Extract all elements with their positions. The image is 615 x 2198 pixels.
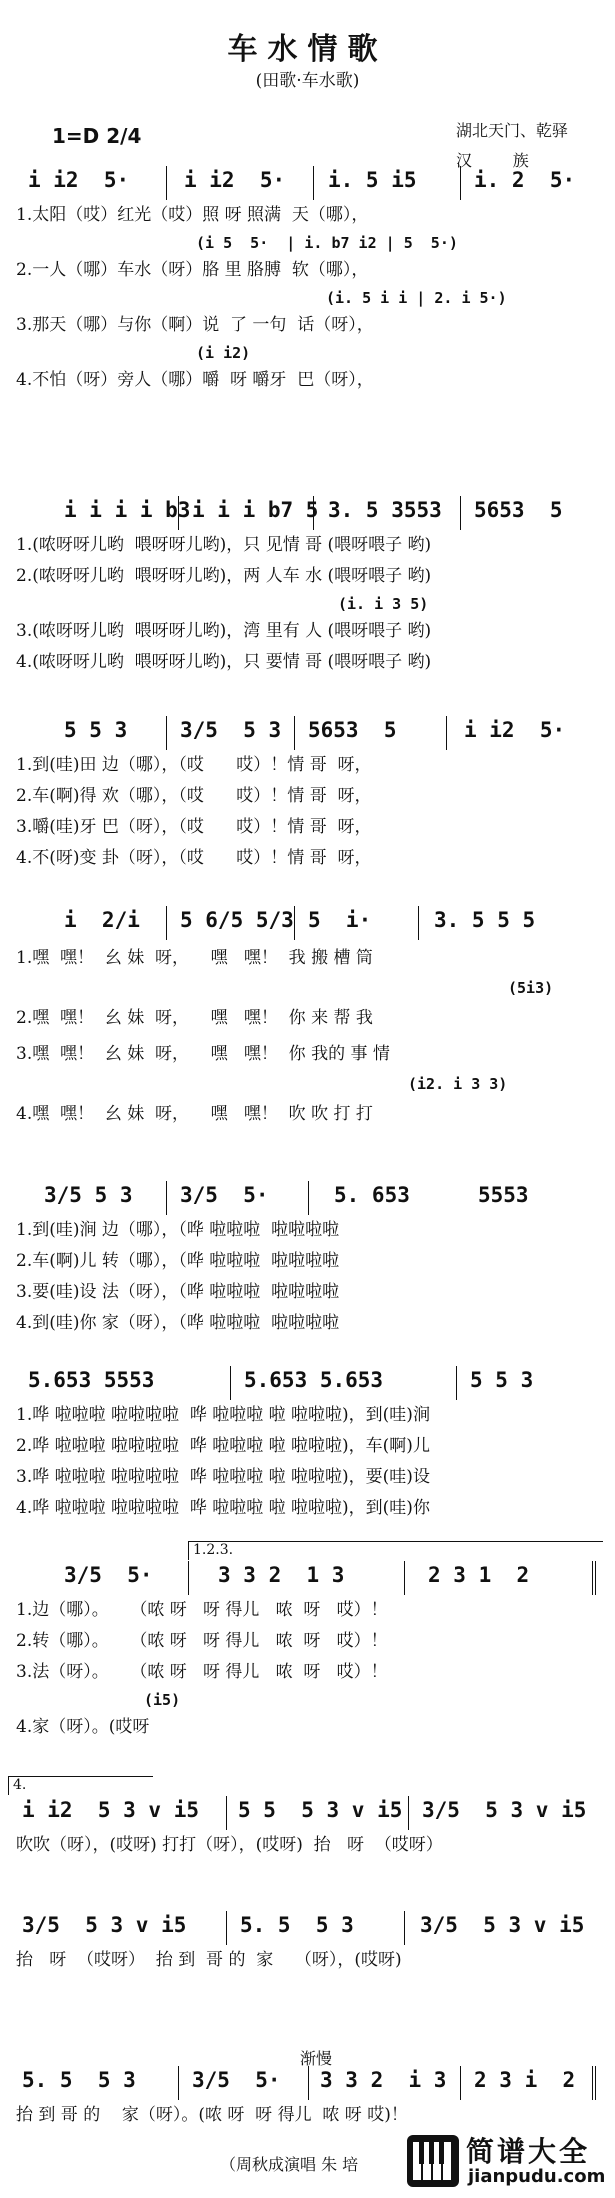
measure-2: 5 5 5 3 v i5 [238, 1798, 403, 1822]
bar-line [294, 716, 295, 750]
measure-1: i 2/i [64, 908, 140, 932]
measure-2: i i i b7 5 [192, 498, 319, 522]
bar-line [166, 166, 167, 200]
bar-line [460, 496, 461, 530]
score-system-8 [8, 1777, 606, 1861]
lyric-verse-1: 1.到(哇)田 边（哪），（哎 哎）！情 哥 呀， [16, 755, 372, 775]
measure-1: 3/5 5 3 v i5 [22, 1913, 187, 1937]
lyric-verse-3: 3.嘿 嘿！ 幺 妹 呀， 嘿 嘿！ 你 我的 事 情 [16, 1044, 390, 1064]
lyric-verse-1: 1.太阳（哎）红光（哎）照 呀 照满 天（哪）， [16, 205, 369, 225]
measure-2: 3/5 5 3 [180, 718, 282, 742]
notation-row [8, 1360, 606, 1400]
lyrics-block [8, 200, 606, 396]
measure-2: 3/5 5· [192, 2068, 281, 2092]
lyric-verse-1: 1.嘿 嘿！ 幺 妹 呀， 嘿 嘿！ 我 搬 槽 筒 [16, 948, 373, 968]
alt-notation: (i2. i 3 3) [408, 1075, 508, 1093]
region-line-1: 湖北天门、乾驿 [456, 121, 569, 140]
volta-bracket: 1.2.3. [188, 1541, 603, 1560]
notation-row [8, 160, 606, 200]
bar-line [404, 1911, 405, 1945]
notation-row [8, 2060, 606, 2100]
volta-bracket: 4. [8, 1776, 153, 1795]
measure-1: i i i i b3 [64, 498, 191, 522]
measure-2: i i2 5· [184, 168, 286, 192]
lyric-line-1: 抬 呀 （哎呀） 抬 到 哥 的 家 （呀），(哎呀) [16, 1950, 402, 1970]
measure-3: 5653 5 [308, 718, 397, 742]
repeat-bar [592, 1561, 596, 1595]
bar-line [308, 2066, 309, 2100]
lyrics-block [8, 1400, 606, 1524]
measure-4: 5653 5 [474, 498, 563, 522]
notation-row [8, 1555, 606, 1595]
measure-3: 2 3 1 2 [428, 1563, 530, 1587]
lyrics-block [8, 2100, 606, 2131]
lyrics-block [8, 1830, 606, 1861]
piano-keys-icon [406, 2134, 460, 2188]
alt-notation: (i5) [144, 1691, 181, 1709]
lyric-verse-2: 2.转（哪）。 （哝 呀 呀 得儿 哝 呀 哎）！ [16, 1631, 388, 1651]
measure-4: 3. 5 5 5 [434, 908, 536, 932]
alt-notation: (i. i 3 5) [338, 595, 429, 613]
bar-line [226, 1796, 227, 1830]
alt-notation: (i i2) [196, 344, 251, 362]
lyric-verse-2: 2.哗 啦啦啦 啦啦啦啦 哗 啦啦啦 啦 啦啦啦)，车(啊)儿 [16, 1436, 430, 1456]
page-subtitle: (田歌·车水歌) [255, 71, 360, 91]
lyric-verse-3: 3.(哝呀呀儿哟 喂呀呀儿哟)，湾 里有 人 (喂呀喂子 哟) [16, 621, 432, 641]
bar-line [404, 1561, 405, 1595]
bar-line [166, 1181, 167, 1215]
measure-3: 5 i· [308, 908, 372, 932]
lyric-verse-4: 4.家（呀）。(哎呀 [16, 1717, 150, 1737]
bar-line [166, 716, 167, 750]
measure-3b: 5553 [478, 1183, 529, 1207]
measure-4: 2 3 i 2 [474, 2068, 576, 2092]
score-system-5 [8, 1175, 606, 1339]
lyric-verse-2: 2.嘿 嘿！ 幺 妹 呀， 嘿 嘿！ 你 来 帮 我 [16, 1008, 373, 1028]
bar-line [460, 166, 461, 200]
bar-line [294, 906, 295, 940]
lyrics-block [8, 1595, 606, 1743]
lyric-verse-2: 2.车(啊)得 欢（哪），（哎 哎）！情 哥 呀， [16, 786, 372, 806]
alt-notation: (5i3) [508, 979, 554, 997]
measure-2: 3/5 5· [180, 1183, 269, 1207]
lyric-verse-4: 4.(哝呀呀儿哟 喂呀呀儿哟)，只 要情 哥 (喂呀喂子 哟) [16, 652, 432, 672]
measure-3: 3 3 2 i 3 [320, 2068, 447, 2092]
score-system-10 [8, 2060, 606, 2131]
lyric-verse-2: 2.车(啊)儿 转（哪），（哗 啦啦啦 啦啦啦啦 [16, 1251, 340, 1271]
measure-1: i i2 5· [28, 168, 130, 192]
bar-line [313, 496, 314, 530]
measure-4: i i2 5· [464, 718, 566, 742]
measure-1: 5. 5 5 3 [22, 2068, 136, 2092]
bar-line [178, 2066, 179, 2100]
bar-line [226, 1911, 227, 1945]
lyric-verse-1: 1.(哝呀呀儿哟 喂呀呀儿哟)，只 见情 哥 (喂呀喂子 哟) [16, 535, 432, 555]
measure-1: 5 5 3 [64, 718, 128, 742]
notation-row [8, 900, 606, 940]
lyric-verse-3: 3.那天（哪）与你（啊）说 了 一句 话（呀）， [16, 315, 374, 335]
lyric-verse-4: 4.嘿 嘿！ 幺 妹 呀， 嘿 嘿！ 吹 吹 打 打 [16, 1104, 373, 1124]
lyric-verse-3: 3.嚼(哇)牙 巴（呀），（哎 哎）！情 哥 呀， [16, 817, 372, 837]
bar-line [418, 906, 419, 940]
bar-line [166, 906, 167, 940]
lyric-verse-4: 4.到(哇)你 家（呀），（哗 啦啦啦 啦啦啦啦 [16, 1313, 340, 1333]
lyrics-block [8, 530, 606, 678]
measure-3: 5 5 3 [470, 1368, 534, 1392]
measure-3: 3/5 5 3 v i5 [420, 1913, 585, 1937]
region-line-2: 汉 族 [456, 151, 529, 170]
measure-2: 5 6/5 5/3 [180, 908, 294, 932]
alt-notation: (i. 5 i i | 2. i 5·) [326, 289, 507, 307]
alt-notation: (i 5 5· | i. b7 i2 | 5 5·) [196, 234, 458, 252]
measure-2: 5. 5 5 3 [240, 1913, 354, 1937]
lyric-verse-3: 3.要(哇)设 法（呀），（哗 啦啦啦 啦啦啦啦 [16, 1282, 340, 1302]
notation-row [8, 1790, 606, 1830]
lyric-verse-4: 4.哗 啦啦啦 啦啦啦啦 哗 啦啦啦 啦 啦啦啦)，到(哇)你 [16, 1498, 430, 1518]
lyric-line-1: 抬 到 哥 的 家（呀）。(哝 呀 呀 得儿 哝 呀 哎)！ [16, 2105, 408, 2125]
key-signature: 1=D 2/4 [52, 124, 142, 148]
bar-line [308, 1181, 309, 1215]
lyric-verse-4: 4.不(呀)变 卦（呀），（哎 哎）！情 哥 呀， [16, 848, 372, 868]
lyrics-block [8, 940, 606, 1132]
tempo-marking: 渐慢 [300, 2049, 333, 2068]
bar-line [456, 1366, 457, 1400]
performer-credits: （周秋成演唱 朱 培 [220, 2155, 359, 2174]
measure-1: 3/5 5 3 [44, 1183, 133, 1207]
score-system-9 [8, 1905, 606, 1976]
bar-line [230, 1366, 231, 1400]
lyric-verse-3: 3.哗 啦啦啦 啦啦啦啦 哗 啦啦啦 啦 啦啦啦)，要(哇)设 [16, 1467, 430, 1487]
lyrics-block [8, 1945, 606, 1976]
measure-1: 3/5 5· [64, 1563, 153, 1587]
lyric-verse-1: 1.哗 啦啦啦 啦啦啦啦 哗 啦啦啦 啦 啦啦啦)，到(哇)涧 [16, 1405, 430, 1425]
lyric-verse-3: 3.法（呀）。 （哝 呀 呀 得儿 哝 呀 哎）！ [16, 1662, 388, 1682]
bar-line [313, 166, 314, 200]
measure-2: 3 3 2 1 3 [218, 1563, 345, 1587]
lyric-verse-2: 2.(哝呀呀儿哟 喂呀呀儿哟)，两 人车 水 (喂呀喂子 哟) [16, 566, 432, 586]
page-title: 车水情歌 [227, 32, 388, 67]
lyric-verse-4: 4.不怕（呀）旁人（哪）嚼 呀 嚼牙 巴（呀）， [16, 370, 374, 390]
lyric-verse-1: 1.边（哪）。 （哝 呀 呀 得儿 哝 呀 哎）！ [16, 1600, 388, 1620]
bar-line [446, 716, 447, 750]
measure-3: 5. 653 [334, 1183, 410, 1207]
measure-2: 5.653 5.653 [244, 1368, 384, 1392]
score-system-6 [8, 1360, 606, 1524]
lyric-verse-2: 2.一人（哪）车水（呀）胳 里 胳膊 软（哪）， [16, 260, 369, 280]
notation-row [8, 1175, 606, 1215]
score-system-1 [8, 160, 606, 396]
notation-row [8, 710, 606, 750]
measure-3: 3/5 5 3 v i5 [422, 1798, 587, 1822]
notation-row [8, 1905, 606, 1945]
measure-1: 5.653 5553 [28, 1368, 155, 1392]
score-system-4 [8, 900, 606, 1132]
logo-name: 简谱大全 [466, 2135, 591, 2168]
bar-line [188, 1561, 189, 1595]
lyrics-block [8, 1215, 606, 1339]
score-system-3 [8, 710, 606, 874]
site-logo[interactable] [404, 2128, 609, 2192]
lyrics-block [8, 750, 606, 874]
score-system-2 [8, 490, 606, 678]
notation-row [8, 490, 606, 530]
lyric-line-1: 吹吹（呀），(哎呀) 打打（呀），(哎呀) 抬 呀 （哎呀） [16, 1835, 443, 1855]
bar-line [178, 496, 179, 530]
measure-3: 3. 5 3553 [328, 498, 442, 522]
bar-line [408, 1796, 409, 1830]
lyric-verse-1: 1.到(哇)涧 边（哪），（哗 啦啦啦 啦啦啦啦 [16, 1220, 340, 1240]
measure-3: i. 5 i5 [328, 168, 417, 192]
final-bar [592, 2066, 596, 2100]
logo-url: jianpudu.com [468, 2166, 606, 2187]
measure-1: i i2 5 3 v i5 [22, 1798, 200, 1822]
measure-4: i. 2 5· [474, 168, 576, 192]
score-system-7 [8, 1542, 606, 1743]
bar-line [460, 2066, 461, 2100]
